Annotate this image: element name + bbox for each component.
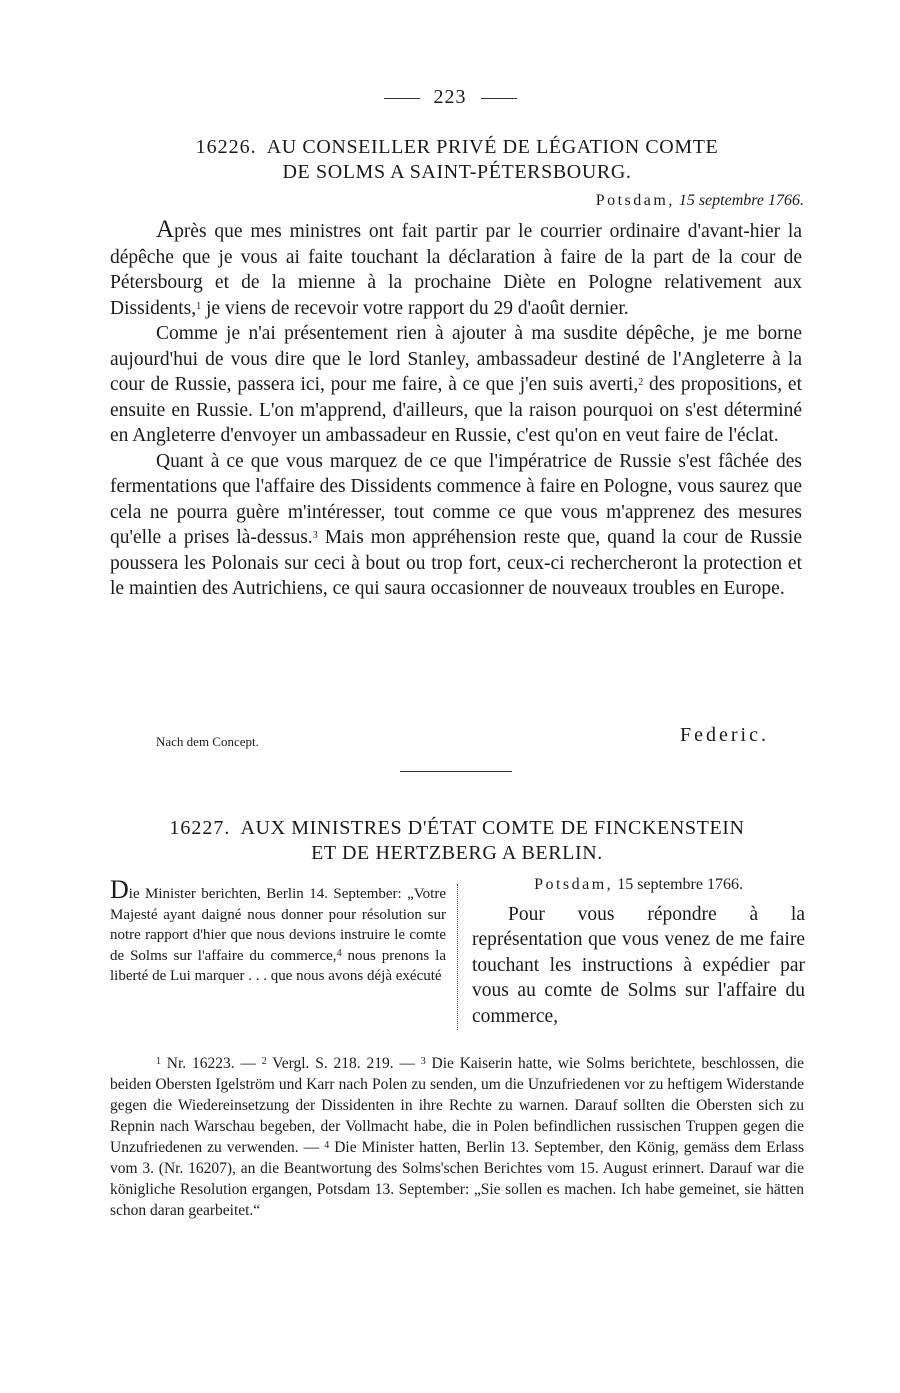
footnote-ref-3: 3: [312, 530, 318, 541]
footnote-ref-1: 1: [196, 300, 202, 312]
footnote-3: Die Kaiserin hatte, wie Solms berichtete, beschlossen, die beiden Obersten Igelström und Karr nach Polen zu senden, um die Unzufriedenen vor zu heftigem Widerstande gegen die Wiedereinsetzung der Dissidenten in ihre Rechte zu warnen. Darauf sollten die Obersten sich zu Repnin nach Warschau begeben, der Vollmacht habe, die in Polen befindlichen russischen Truppen gegen die Unzufriedenen zu verwenden. —: [110, 1055, 805, 1156]
ministers-report-column: [110, 875, 446, 987]
letter-1-place: Potsdam,: [595, 192, 675, 209]
letter-1-dropcap: A: [156, 216, 175, 243]
footnote-block: [110, 1053, 804, 1221]
letter-1-body: [110, 217, 802, 602]
letter-2-title-text-1: AUX MINISTRES D'ÉTAT COMTE DE FINCKENSTEIN: [240, 817, 745, 839]
header-dash-right: [481, 98, 517, 99]
letter-2-dateline: [472, 872, 805, 898]
letter-1-date: 15 septembre 1766.: [678, 192, 804, 209]
section-divider: [400, 771, 512, 772]
letter-2-title: [110, 816, 804, 866]
letter-1-paragraph-1: [110, 217, 802, 321]
letter-1-p2-text-a: Comme je n'ai présentement rien à ajouter à ma susdite dépêche, je me borne aujourd'hui de vous dire que le lord Stanley, ambassadeur destiné de l'Angleterre à la cour de Russie, passera ici, pour me faire, à ce que j'en suis averti,: [110, 323, 802, 395]
letter-1-p2-text-b: des propositions, et ensuite en Russie. L'on m'apprend, d'ailleurs, que la raison pourquoi on s'est déterminé en Angleterre d'envoyer un ambassadeur en Russie, c'est qu'on en veut faire de l'éclat.: [110, 374, 802, 446]
footnote-4: Die Minister hatten, Berlin 13. September, den König, gemäss dem Erlass vom 3. (Nr. 16207), an die Beantwortung des Solms'schen Berichtes vom 15. August erinnert. Darauf war die königliche Resolution ergangen, Potsdam 13. September: „Sie sollen es machen. Ich habe gemeinet, sie hätten schon daran gearbeitet.“: [110, 1139, 804, 1219]
footnote-mark-2: 2: [261, 1056, 267, 1067]
king-reply-column: [472, 872, 805, 1029]
footnote-2: Vergl. S. 218. 219. —: [266, 1055, 421, 1072]
footnote-mark-3: 3: [420, 1056, 426, 1067]
letter-2-place: Potsdam,: [534, 876, 614, 893]
letter-1-p3-text-b: Mais mon appréhension reste que, quand la cour de Russie poussera les Polonais sur ceci à bout ou trop fort, ceux-ci rechercheront la protection et le maintien des Autrichiens, ce qui saura occasionner de nouveaux troubles en Europe.: [110, 527, 802, 599]
letter-2-title-line-2: ET DE HERTZBERG A BERLIN.: [311, 842, 603, 864]
letter-1-title-line-2: DE SOLMS A SAINT-PÉTERSBOURG.: [282, 161, 632, 183]
letter-1-dateline: [596, 192, 804, 210]
footnotes: [110, 1053, 804, 1221]
letter-1-p3-text-a: Quant à ce que vous marquez de ce que l'impératrice de Russie s'est fâchée des fermentations que l'affaire des Dissidents commence à faire en Pologne, vous saurez que cela ne pourra guère m'intéresser, tout comme ce que vous m'apprenez des mesures qu'elle a prises là-dessus.: [110, 450, 802, 548]
ministers-report-text-a: ie Minister berichten, Berlin 14. September: „Votre Majesté ayant daigné nous donner pour résolution sur notre rapport d'hier que nous devions instruire le comte de Solms sur l'affaire du commerce,: [110, 886, 446, 964]
letter-2-dropcap: D: [110, 875, 129, 904]
letter-1-paragraph-3: [110, 449, 802, 602]
letter-2-number: 16227.: [169, 817, 231, 839]
letter-1-p1-text-b: je viens de recevoir votre rapport du 29 d'août dernier.: [201, 297, 629, 319]
footnote-1: Nr. 16223. —: [161, 1055, 262, 1072]
letter-1-title: [110, 135, 804, 185]
footnote-mark-1: 1: [156, 1056, 161, 1067]
column-separator: [457, 884, 458, 1030]
header-dash-left: [384, 98, 420, 99]
letter-1-p1-text-a: près que mes ministres ont fait partir par le courrier ordinaire d'avant-hier la dépêche que je vous ai faite touchant la déclaration à faire de la part de la cour de Pétersbourg et de la mienne à la prochaine Diète en Pologne relativement aux Dissidents,: [110, 221, 802, 319]
letter-1-paragraph-2: [110, 321, 802, 449]
letter-2-title-line-1: [110, 816, 804, 841]
letter-2-date: 15 septembre 1766.: [617, 876, 743, 893]
king-reply-text: Pour vous répondre à la représentation que vous venez de me faire touchant les instructions à expédier par vous au comte de Solms sur l'affaire du commerce,: [472, 903, 805, 1027]
ministers-report-text-b: nous prenons la liberté de Lui marquer . . . que nous avons déjà exécuté: [110, 947, 446, 984]
letter-1-title-line-1: [110, 135, 804, 160]
page-header: [0, 86, 900, 109]
footnote-ref-2: 2: [638, 377, 644, 388]
letter-1-number: 16226.: [195, 136, 257, 158]
page-number: 223: [433, 86, 467, 108]
letter-1-title-text-1: AU CONSEILLER PRIVÉ DE LÉGATION COMTE: [266, 136, 719, 158]
footnote-ref-4: 4: [336, 947, 342, 959]
footnote-mark-4: 4: [324, 1140, 330, 1151]
signature: Federic.: [680, 724, 769, 746]
source-note: Nach dem Concept.: [156, 734, 259, 749]
